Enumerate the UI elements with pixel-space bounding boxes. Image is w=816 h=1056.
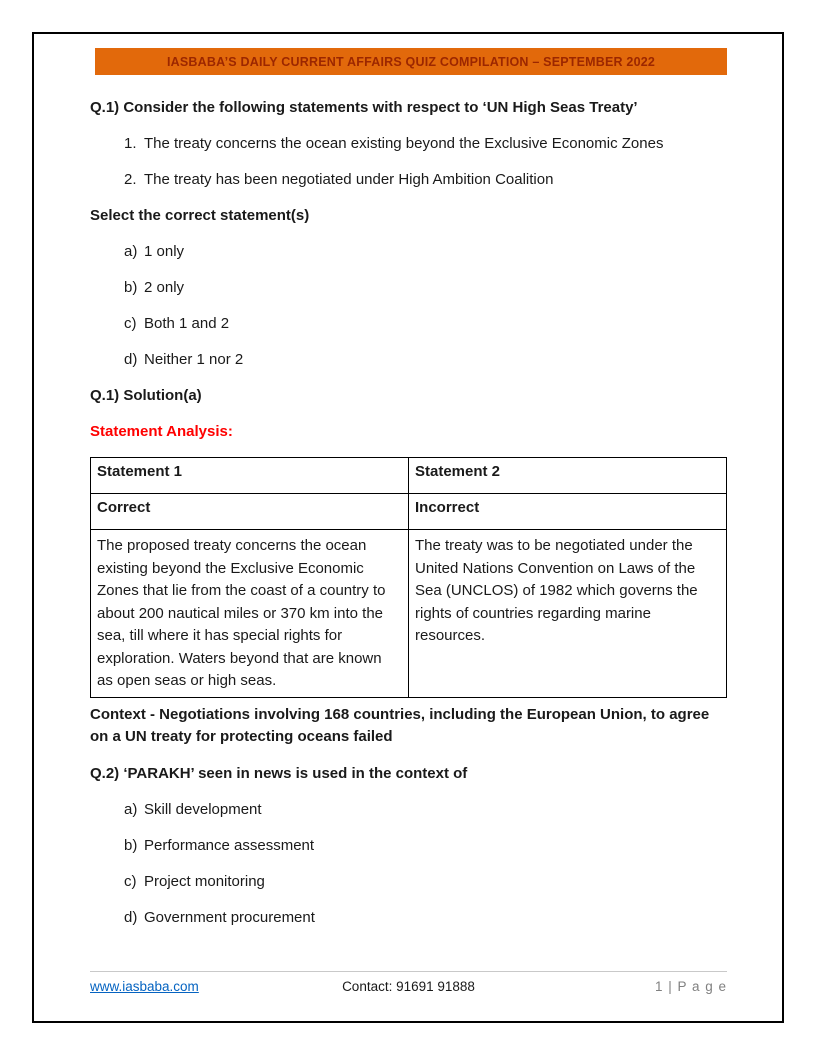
statement-text: The treaty has been negotiated under High Ambition Coalition	[144, 171, 554, 188]
option-letter: d)	[124, 909, 138, 926]
option-letter: b)	[124, 279, 138, 296]
header-banner-title: IASBABA’S DAILY CURRENT AFFAIRS QUIZ COMPILATION – SEPTEMBER 2022	[166, 54, 656, 69]
page-footer	[90, 971, 727, 994]
table-detail-statement-1: The proposed treaty concerns the ocean existing beyond the Exclusive Economic Zones that lie from the coast of a country to about 200 nautical miles or 370 km into the sea, till where it has special rights for exploration. Waters beyond that are known as open seas or high seas.	[91, 530, 409, 698]
option-letter: b)	[124, 837, 138, 854]
table-header-statement-2: Statement 2	[409, 458, 727, 494]
option-text: Both 1 and 2	[144, 315, 230, 332]
q1-statement-item	[90, 133, 727, 154]
q1-option-a	[90, 241, 727, 262]
q1-option-b	[90, 277, 727, 298]
q2-heading: Q.2) ‘PARAKH’ seen in news is used in the context of	[90, 765, 468, 782]
website-link[interactable]: www.iasbaba.com	[90, 979, 199, 994]
q2-option-b	[90, 835, 727, 856]
list-number: 1.	[124, 135, 137, 152]
q1-statement-analysis-label: Statement Analysis:	[90, 423, 233, 440]
q1-option-c	[90, 313, 727, 334]
option-letter: d)	[124, 351, 138, 368]
table-detail-statement-2: The treaty was to be negotiated under the United Nations Convention on Laws of the Sea (UNCLOS) of 1982 which governs the rights of countries regarding marine resources.	[409, 530, 727, 698]
q2-option-d	[90, 907, 727, 928]
table-header-statement-1: Statement 1	[91, 458, 409, 494]
header-banner	[95, 48, 727, 75]
option-text: 1 only	[144, 243, 185, 260]
table-verdict-incorrect: Incorrect	[409, 494, 727, 530]
page-border	[32, 32, 784, 1023]
option-text: Project monitoring	[144, 873, 265, 890]
q2-option-c	[90, 871, 727, 892]
q2-option-a	[90, 799, 727, 820]
q1-heading: Q.1) Consider the following statements with respect to ‘UN High Seas Treaty’	[90, 99, 638, 116]
footer-contact: Contact: 91691 91888	[342, 979, 475, 994]
table-header-row	[91, 458, 727, 494]
statement-analysis-table	[90, 457, 727, 698]
statement-text: The treaty concerns the ocean existing beyond the Exclusive Economic Zones	[144, 135, 664, 152]
table-verdict-correct: Correct	[91, 494, 409, 530]
q1-solution: Q.1) Solution(a)	[90, 387, 202, 404]
table-detail-row	[91, 530, 727, 698]
table-verdict-row	[91, 494, 727, 530]
option-text: 2 only	[144, 279, 185, 296]
option-text: Government procurement	[144, 909, 315, 926]
q1-statement-item	[90, 169, 727, 190]
option-letter: c)	[124, 315, 137, 332]
option-letter: a)	[124, 801, 138, 818]
q1-select-label: Select the correct statement(s)	[90, 207, 310, 224]
page-content	[34, 34, 782, 928]
option-letter: a)	[124, 243, 138, 260]
option-letter: c)	[124, 873, 137, 890]
option-text: Performance assessment	[144, 837, 315, 854]
list-number: 2.	[124, 171, 137, 188]
option-text: Skill development	[144, 801, 262, 818]
q1-context: Context - Negotiations involving 168 countries, including the European Union, to agree on a UN treaty for protecting oceans failed	[90, 706, 710, 745]
page-number: 1 | P a g e	[654, 979, 727, 994]
q1-option-d	[90, 349, 727, 370]
option-text: Neither 1 nor 2	[144, 351, 244, 368]
